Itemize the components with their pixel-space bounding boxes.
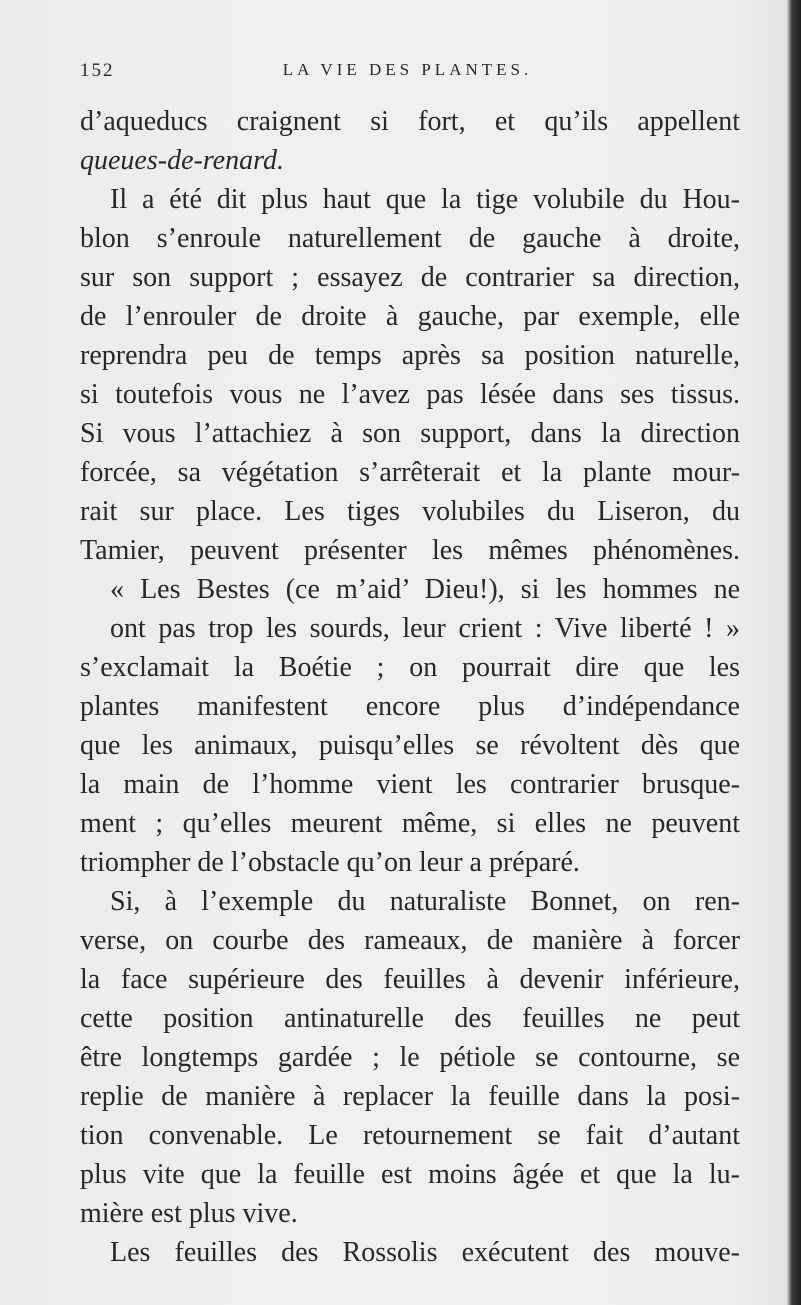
text-line: blon s’enroule naturellement de gauche à droite, — [80, 223, 740, 254]
running-title: LA VIE DES PLANTES. — [282, 60, 533, 79]
text-line: plantes manifestent encore plus d’indépendance — [80, 691, 740, 722]
text-line: triompher de l’obstacle qu’on leur a préparé. — [80, 847, 580, 878]
text-line: rait sur place. Les tiges volubiles du Liseron, du — [80, 496, 740, 527]
text-line: mière est plus vive. — [80, 1198, 298, 1229]
text-line: forcée, sa végétation s’arrêterait et la plante mour- — [80, 457, 740, 488]
page-edge-shadow — [787, 0, 801, 1305]
text-line: d’aqueducs craignent si fort, et qu’ils appellent — [80, 106, 740, 137]
text-line: Si, à l’exemple du naturaliste Bonnet, on ren- — [110, 886, 740, 917]
text-line: ment ; qu’elles meurent même, si elles ne peuvent — [80, 808, 740, 839]
text-line: plus vite que la feuille est moins âgée et que la lu- — [80, 1159, 740, 1190]
text-line: ont pas trop les sourds, leur crient : Vive liberté ! » — [110, 613, 740, 644]
text-line: sur son support ; essayez de contrarier sa direction, — [80, 262, 740, 293]
text-line: si toutefois vous ne l’avez pas lésée dans ses tissus. — [80, 379, 740, 410]
text-line: de l’enrouler de droite à gauche, par exemple, elle — [80, 301, 740, 332]
page-number: 152 — [80, 60, 115, 81]
text-line: Il a été dit plus haut que la tige volubile du Hou- — [110, 184, 740, 215]
text-line: reprendra peu de temps après sa position naturelle, — [80, 340, 740, 371]
body-text — [80, 102, 740, 1272]
text-line: être longtemps gardée ; le pétiole se contourne, se — [80, 1042, 740, 1073]
text-line: tion convenable. Le retournement se fait d’autant — [80, 1120, 740, 1151]
text-line: Les feuilles des Rossolis exécutent des mouve- — [110, 1237, 740, 1268]
text-line: « Les Bestes (ce m’aid’ Dieu!), si les hommes ne — [110, 574, 740, 605]
text-line: la main de l’homme vient les contrarier brusque- — [80, 769, 740, 800]
text-line: Si vous l’attachiez à son support, dans la direction — [80, 418, 740, 449]
text-line: la face supérieure des feuilles à devenir inférieure, — [80, 964, 740, 995]
text-line: Tamier, peuvent présenter les mêmes phénomènes. — [80, 535, 740, 566]
text-line: verse, on courbe des rameaux, de manière à forcer — [80, 925, 740, 956]
text-line: s’exclamait la Boétie ; on pourrait dire que les — [80, 652, 740, 683]
text-line: replie de manière à replacer la feuille dans la posi- — [80, 1081, 740, 1112]
text-line: queues-de-renard. — [80, 145, 284, 176]
text-line: que les animaux, puisqu’elles se révoltent dès que — [80, 730, 740, 761]
text-line: cette position antinaturelle des feuilles ne peut — [80, 1003, 740, 1034]
page-header — [80, 60, 735, 88]
